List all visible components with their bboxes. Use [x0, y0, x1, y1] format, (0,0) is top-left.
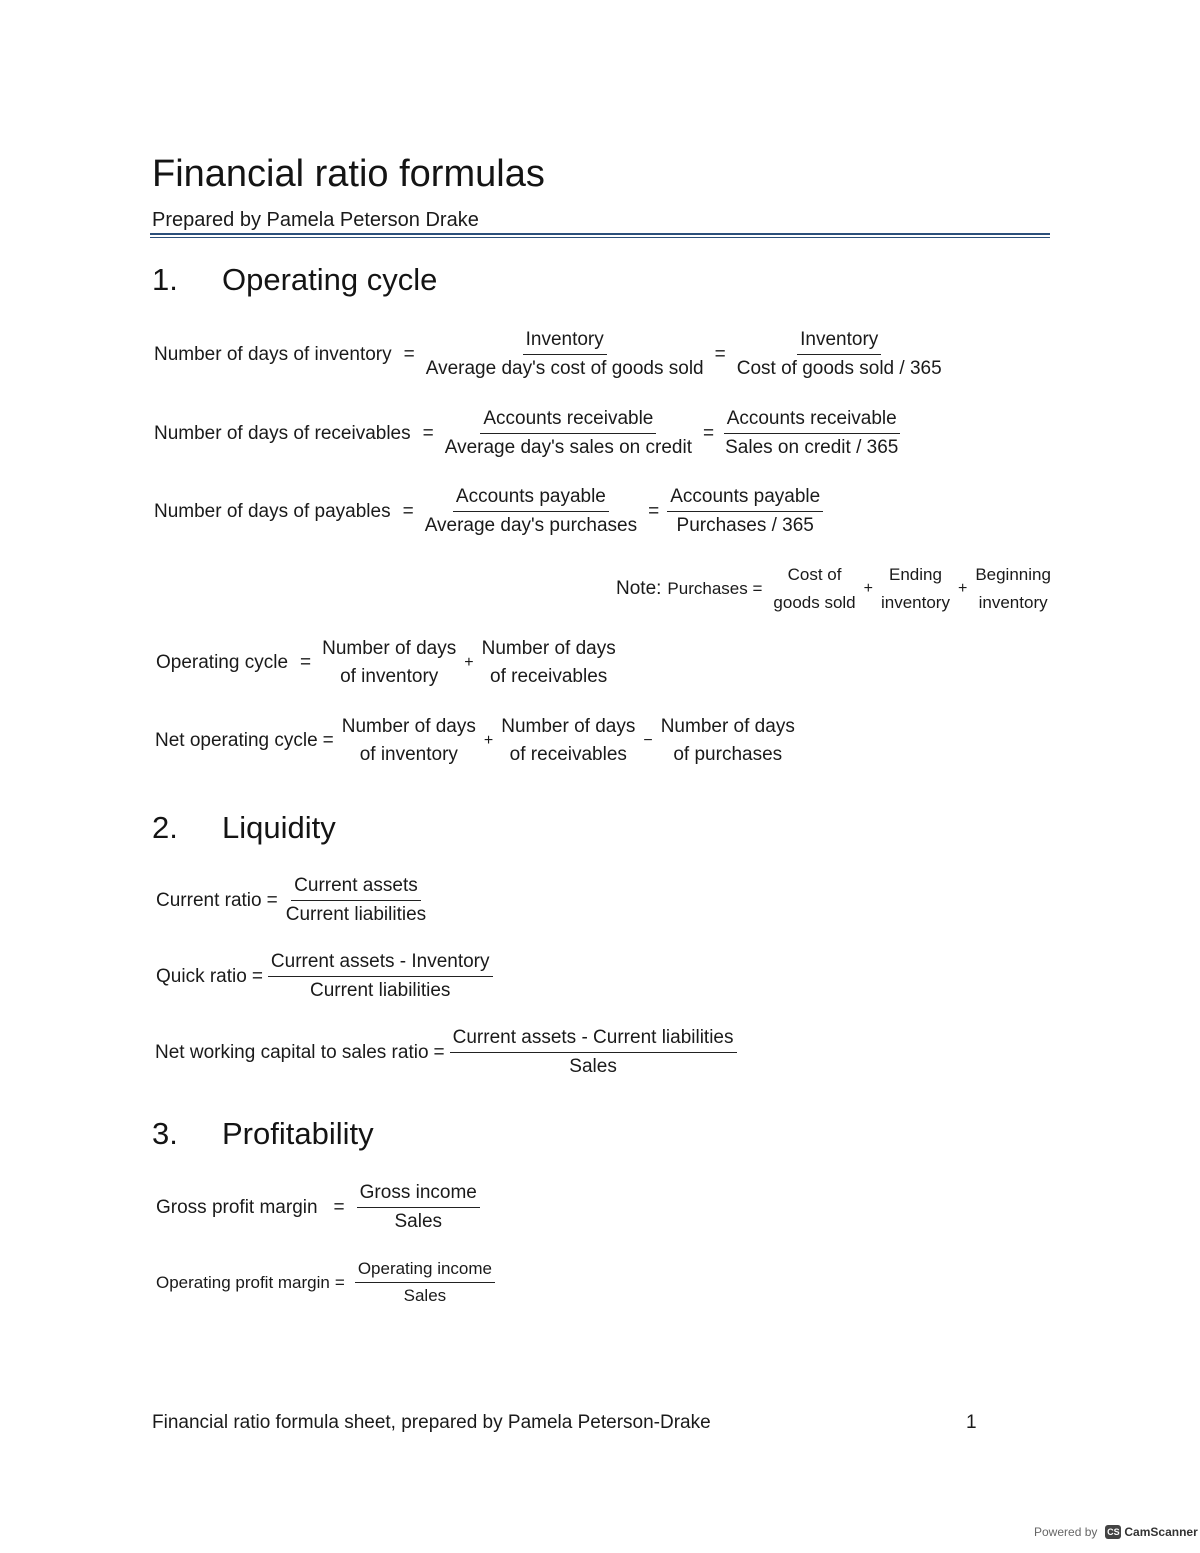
plus-sign: + — [483, 732, 494, 749]
term-top: Cost of — [787, 565, 842, 584]
term-bottom: of receivables — [490, 666, 608, 687]
formula-quick-ratio — [156, 950, 495, 1003]
denominator: Sales — [569, 1056, 617, 1077]
section-heading-profitability — [152, 1116, 374, 1152]
plus-sign: + — [957, 580, 968, 597]
fraction — [422, 485, 640, 538]
term — [878, 563, 953, 615]
numerator: Operating income — [355, 1258, 495, 1283]
equals-sign: = — [714, 343, 726, 365]
section-number: 2. — [152, 810, 178, 845]
equals-sign: = — [334, 1272, 345, 1292]
formula-label: Purchases = — [667, 579, 763, 598]
numerator: Accounts payable — [667, 485, 823, 512]
equals-sign: = — [703, 422, 715, 444]
fraction — [450, 1026, 737, 1079]
equals-sign: = — [322, 730, 334, 751]
equals-sign: = — [333, 1196, 345, 1218]
equals-sign: = — [402, 500, 414, 522]
term — [498, 715, 638, 767]
term-bottom: inventory — [880, 593, 950, 612]
term-top: Number of days — [341, 716, 476, 737]
formula-note-purchases — [616, 563, 1056, 615]
powered-by-text: Powered by — [1034, 1525, 1098, 1539]
plus-sign: + — [863, 580, 873, 597]
term-top: Number of days — [660, 716, 795, 737]
term-top: Number of days — [501, 716, 636, 737]
page-number: 1 — [966, 1412, 977, 1433]
equals-sign: = — [251, 965, 263, 987]
section-heading-liquidity — [152, 810, 336, 846]
numerator: Inventory — [523, 328, 607, 355]
formula-label: Operating cycle — [156, 652, 289, 673]
formula-net-operating-cycle — [155, 715, 800, 767]
formula-label: Quick ratio — [156, 965, 247, 987]
term-top: Number of days — [322, 638, 457, 659]
term-bottom: of inventory — [340, 666, 439, 687]
equals-sign: = — [300, 652, 312, 673]
term — [972, 563, 1054, 615]
section-number: 3. — [152, 1116, 178, 1151]
document-subtitle: Prepared by Pamela Peterson Drake — [152, 209, 479, 231]
term-top: Number of days — [481, 638, 616, 659]
numerator: Current assets — [291, 874, 421, 901]
section-label: Profitability — [222, 1116, 374, 1151]
formula-label: Number of days of receivables — [154, 422, 411, 444]
equals-sign: = — [648, 500, 660, 522]
formula-gross-profit-margin — [156, 1181, 482, 1234]
denominator: Average day's sales on credit — [444, 437, 692, 458]
plus-sign: + — [464, 654, 474, 671]
equals-sign: = — [422, 422, 434, 444]
formula-label: Number of days of inventory — [154, 343, 392, 365]
camscanner-watermark — [1034, 1524, 1198, 1540]
section-label: Operating cycle — [222, 262, 438, 297]
numerator: Accounts payable — [453, 485, 609, 512]
equals-sign: = — [433, 1041, 445, 1063]
denominator: Sales on credit / 365 — [725, 437, 899, 458]
page-footer-text: Financial ratio formula sheet, prepared by Pamela Peterson-Drake — [152, 1412, 711, 1433]
title-rule-thin — [150, 237, 1050, 238]
formula-operating-cycle — [156, 637, 621, 689]
formula-label: Operating profit margin — [156, 1272, 330, 1292]
term-bottom: of purchases — [673, 744, 783, 765]
formula-days-receivables — [154, 407, 903, 460]
denominator: Purchases / 365 — [676, 515, 814, 536]
term-bottom: of receivables — [509, 744, 627, 765]
term-top: Ending — [889, 565, 942, 584]
term — [770, 563, 858, 615]
fraction — [722, 407, 901, 460]
term — [339, 715, 479, 767]
term — [479, 637, 619, 689]
equals-sign: = — [266, 889, 278, 911]
equals-sign: = — [403, 343, 415, 365]
fraction — [283, 874, 429, 927]
denominator: Sales — [403, 1286, 447, 1305]
fraction — [357, 1181, 480, 1234]
fraction — [268, 950, 493, 1003]
minus-sign: − — [643, 732, 653, 749]
numerator: Accounts receivable — [480, 407, 656, 434]
denominator: Average day's purchases — [424, 515, 638, 536]
formula-label: Number of days of payables — [154, 500, 391, 522]
camscanner-brand: CamScanner — [1124, 1525, 1198, 1539]
term-bottom: inventory — [978, 593, 1048, 612]
section-heading-operating-cycle — [152, 262, 437, 298]
note-label: Note: — [616, 578, 662, 599]
formula-label: Current ratio — [156, 889, 262, 911]
formula-current-ratio — [156, 874, 431, 927]
term — [658, 715, 798, 767]
camscanner-logo-icon: CS — [1107, 1527, 1120, 1537]
denominator: Current liabilities — [285, 904, 427, 925]
formula-label: Gross profit margin — [156, 1196, 318, 1218]
fraction — [734, 328, 945, 381]
formula-label: Net operating cycle — [155, 730, 318, 751]
term — [319, 637, 459, 689]
numerator: Current assets - Inventory — [268, 950, 493, 977]
numerator: Inventory — [797, 328, 881, 355]
formula-label: Net working capital to sales ratio — [155, 1041, 429, 1063]
term-bottom: goods sold — [773, 593, 856, 612]
fraction — [667, 485, 823, 538]
term-top: Beginning — [975, 565, 1051, 584]
term-bottom: of inventory — [359, 744, 458, 765]
section-number: 1. — [152, 262, 178, 297]
formula-operating-profit-margin — [156, 1258, 497, 1307]
denominator: Current liabilities — [309, 980, 451, 1001]
fraction — [423, 328, 707, 381]
denominator: Cost of goods sold / 365 — [736, 358, 942, 379]
formula-days-payables — [154, 485, 825, 538]
fraction — [442, 407, 695, 460]
document-title: Financial ratio formulas — [152, 153, 545, 195]
denominator: Sales — [394, 1211, 443, 1232]
formula-nwc-to-sales — [155, 1026, 739, 1079]
title-rule-thick — [150, 233, 1050, 235]
fraction — [355, 1258, 495, 1307]
formula-days-inventory — [154, 328, 947, 381]
section-label: Liquidity — [222, 810, 336, 845]
numerator: Current assets - Current liabilities — [450, 1026, 737, 1053]
numerator: Accounts receivable — [724, 407, 900, 434]
denominator: Average day's cost of goods sold — [425, 358, 704, 379]
numerator: Gross income — [357, 1181, 480, 1208]
